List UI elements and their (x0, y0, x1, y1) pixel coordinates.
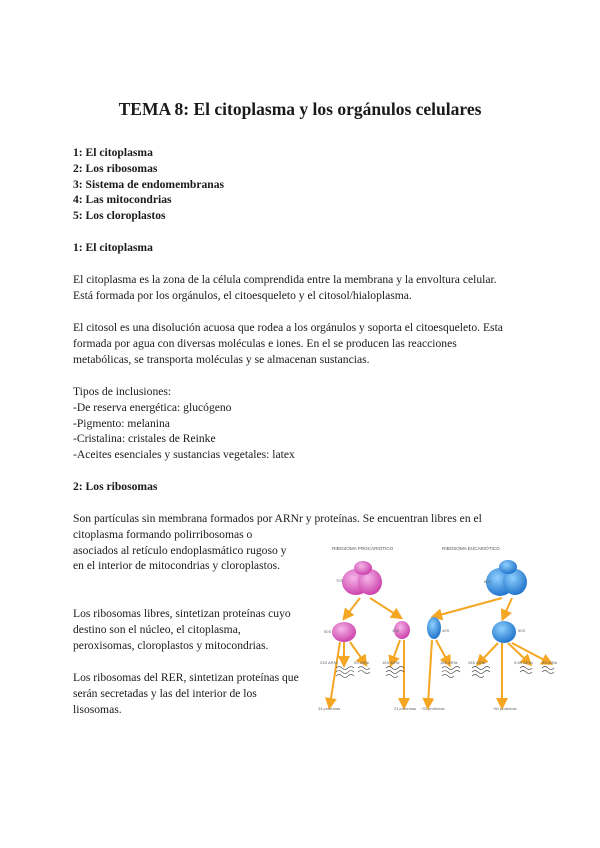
subunit-40s (427, 617, 441, 639)
paragraph-citoplasma (73, 272, 497, 304)
label-rrna: 28S ARNr (468, 660, 486, 665)
toc-item: 3: Sistema de endomembranas (73, 177, 225, 191)
section-heading-ribosomas: 2: Los ribosomas (73, 480, 158, 493)
text-line: peroxisomas, cloroplastos y mitocondrias. (73, 638, 269, 652)
label-40s: 40S (442, 628, 450, 633)
label-60s: 60S (518, 628, 526, 633)
subunit-50s (332, 622, 356, 642)
text-line: lisosomas. (73, 702, 122, 716)
label-rrna: 16S ARNr (382, 660, 400, 665)
text-line: destino son el núcleo, el citoplasma, (73, 622, 241, 636)
toc-item: 5: Los cloroplastos (73, 209, 166, 223)
label-rrna: 18S ARNr (440, 660, 458, 665)
ribosome-70s (342, 561, 382, 595)
label-rrna: 23S ARNr (320, 660, 338, 665)
label-50s: 50S (324, 629, 332, 634)
label-rrna: 5,8S ARNr (514, 660, 533, 665)
ribosome-illustration (316, 544, 584, 718)
text-line: en el interior de mitocondrias y cloroplastos. (73, 559, 281, 573)
list-item: -De reserva energética: glucógeno (73, 400, 232, 414)
label-proteins: ~50 proteínas (492, 706, 517, 711)
list-item: -Pigmento: melanina (73, 416, 170, 430)
text-line: Los ribosomas libres, sintetizan proteínas cuyo (73, 607, 291, 620)
text-line: citoplasma formando polirribosomas o (73, 527, 253, 541)
list-item: Tipos de inclusiones: (73, 385, 172, 398)
label-30s: 30S (392, 628, 400, 633)
text-line: serán secretadas y las del interior de los (73, 686, 257, 700)
page-title: TEMA 8: El citoplasma y los orgánulos celulares (118, 99, 482, 119)
subunit-60s (492, 621, 516, 643)
label-proteins: ~33 proteínas (420, 706, 445, 711)
branch-arrows (346, 598, 512, 616)
paragraph-ribosomas-rer (73, 670, 299, 717)
list-inclusiones (73, 384, 295, 463)
table-of-contents (73, 145, 224, 224)
text-line: El citosol es una disolución acuosa que rodea a los orgánulos y soporta el citoesqueleto. Esta (73, 321, 503, 334)
list-item: -Aceites esenciales y sustancias vegetales: latex (73, 448, 295, 462)
label-80s: 80S (484, 579, 492, 584)
ribosome-diagram (316, 544, 584, 718)
toc-item: 2: Los ribosomas (73, 161, 158, 175)
rrna-squiggles (336, 667, 554, 678)
label-70s: 70S (336, 578, 344, 583)
text-line: Está formada por los orgánulos, el citoesqueleto y el citosol/hialoplasma. (73, 288, 412, 302)
toc-item: 1: El citoplasma (73, 146, 153, 159)
component-arrows (330, 640, 548, 704)
text-line: Son partículas sin membrana formados por ARNr y proteínas. Se encuentran libres en el (73, 512, 482, 525)
label-rrna: 5S ARNr (354, 660, 370, 665)
text-line: asociados al retículo endoplasmático rugoso y (73, 543, 287, 557)
text-line: Los ribosomas del RER, sintetizan proteínas que (73, 671, 299, 684)
ribosome-80s (486, 560, 527, 596)
list-item: -Cristalina: cristales de Reinke (73, 432, 216, 446)
label-rrna: 5S ARNr (542, 660, 558, 665)
text-line: formada por agua con diversas moléculas e iones. En el se producen las reacciones (73, 336, 457, 350)
text-line: El citoplasma es la zona de la célula comprendida entre la membrana y la envoltura celular. (73, 273, 497, 286)
label-proteins: 34 proteínas (318, 706, 341, 711)
figure-right-title: RIBOSOMA EUCARIÓTICO (442, 546, 500, 551)
label-proteins: 21 proteínas (394, 706, 417, 711)
section-heading-citoplasma: 1: El citoplasma (73, 241, 153, 254)
toc-item: 4: Las mitocondrias (73, 193, 172, 207)
paragraph-citosol (73, 320, 503, 367)
figure-left-title: RIBOSOMA PROCARIÓTICO (332, 546, 394, 551)
paragraph-ribosomas-libres (73, 606, 291, 653)
text-line: metabólicas, se transporta moléculas y se almacenan sustancias. (73, 352, 370, 366)
